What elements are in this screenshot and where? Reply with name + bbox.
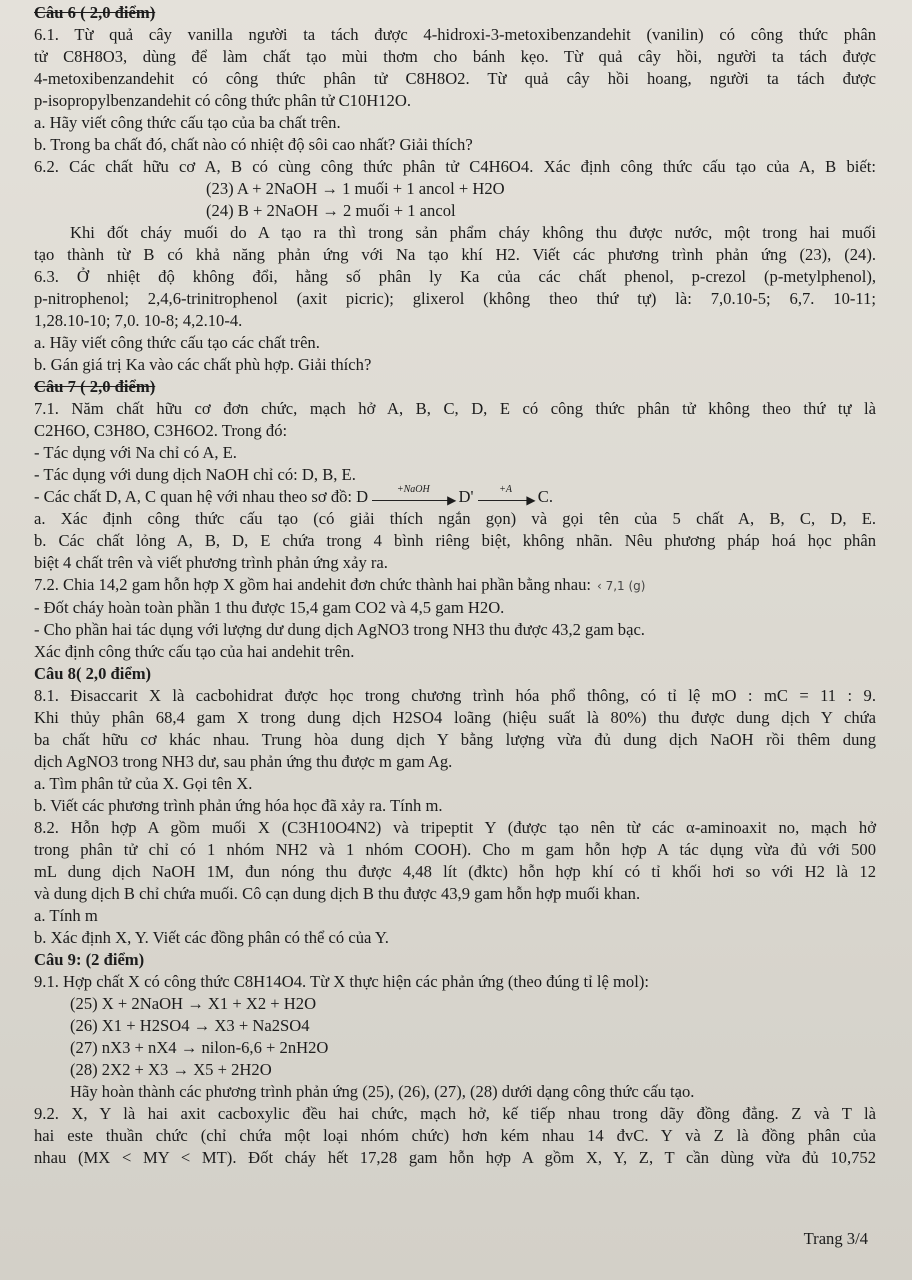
text-line: trong phân tử chỉ có 1 nhóm NH2 và 1 nhóm COOH). Cho m gam hỗn hợp A tác dụng vừa đủ với 500 — [34, 840, 876, 859]
text-line: Khi đốt cháy muối do A tạo ra thì trong sản phẩm cháy không thu được nước, một trong hai muối — [70, 223, 876, 242]
text-segment: 7.2. Chia 14,2 gam hỗn hợp X gồm hai andehit đơn chức thành hai phần bằng nhau: — [34, 575, 591, 594]
text-line: p-isopropylbenzandehit có công thức phân tử C10H12O. — [34, 91, 411, 110]
text-line: 6.3. Ở nhiệt độ không đổi, hằng số phân ly Ka của các chất phenol, p-crezol (p-metylphenol), — [34, 267, 876, 286]
text-line: a. Xác định công thức cấu tạo (có giải thích ngắn gọn) và gọi tên của 5 chất A, B, C, D, E. — [34, 509, 876, 528]
arrow-label: +A — [499, 484, 513, 496]
text-line: a. Tìm phân tử của X. Gọi tên X. — [34, 774, 253, 793]
text-line: p-nitrophenol; 2,4,6-trinitrophenol (axit picric); glixerol (không theo thứ tự) là: 7,0.10-5; 6,7. 10-11; — [34, 289, 876, 308]
text-line: nhau (MX < MY < MT). Đốt cháy hết 17,28 gam hỗn hợp A gồm X, Y, Z, T cần dùng vừa đủ 10,752 — [34, 1148, 876, 1167]
scheme-text: - Các chất D, A, C quan hệ với nhau theo sơ đồ: D — [34, 487, 369, 506]
text-line: và dung dịch B chỉ chứa muối. Cô cạn dung dịch B thu được 43,9 gam hỗn hợp muối khan. — [34, 884, 641, 903]
text-line: C2H6O, C3H8O, C3H6O2. Trong đó: — [34, 421, 288, 440]
text-line: 9.2. X, Y là hai axit cacboxylic đều hai chức, mạch hở, kế tiếp nhau trong dãy đồng đẳng. Z và T là — [34, 1104, 876, 1123]
text-line: 6.1. Từ quả cây vanilla người ta tách được 4-hidroxi-3-metoxibenzandehit (vanilin) có công thức phân — [34, 25, 876, 44]
text-line: b. Gán giá trị Ka vào các chất phù hợp. Giải thích? — [34, 355, 372, 374]
text-line: - Tác dụng với Na chỉ có A, E. — [34, 443, 237, 462]
text-line: ba chất hữu cơ khác nhau. Trung hòa dung dịch Y bằng lượng vừa đủ dung dịch NaOH rồi thêm dung — [34, 730, 876, 749]
text-line: 4-metoxibenzandehit có công thức phân tử C8H8O2. Từ quả cây hồi hoang, người ta tách được — [34, 69, 876, 88]
equation-line: (24) B + 2NaOH → 2 muối + 1 ancol — [206, 201, 456, 220]
text-line: 7.1. Năm chất hữu cơ đơn chức, mạch hở A, B, C, D, E có công thức phân tử không theo thứ tự là — [34, 399, 876, 418]
equation-line: (26) X1 + H2SO4 → X3 + Na2SO4 — [70, 1016, 310, 1035]
equation-line: (25) X + 2NaOH → X1 + X2 + H2O — [70, 994, 317, 1013]
text-line: b. Xác định X, Y. Viết các đồng phân có thể có của Y. — [34, 928, 389, 947]
text-line: hai este thuần chức (chỉ chứa một loại nhóm chức) hơn kém nhau 14 đvC. Y và Z là đồng phân của — [34, 1126, 876, 1145]
equation-line: (23) A + 2NaOH → 1 muối + 1 ancol + H2O — [206, 179, 505, 198]
text-line: b. Trong ba chất đó, chất nào có nhiệt độ sôi cao nhất? Giải thích? — [34, 135, 473, 154]
text-line: Khi thủy phân 68,4 gam X trong dung dịch H2SO4 loãng (hiệu suất là 80%) thu được dung dịch Y chứa — [34, 708, 876, 727]
text-line: - Đốt cháy hoàn toàn phần 1 thu được 15,4 gam CO2 và 4,5 gam H2O. — [34, 598, 505, 617]
text-line: 9.1. Hợp chất X có công thức C8H14O4. Từ X thực hiện các phản ứng (theo đúng tỉ lệ mol): — [34, 972, 649, 991]
question-7-heading: Câu 7 ( 2,0 điểm) — [34, 377, 156, 396]
text-line: dịch AgNO3 trong NH3 dư, sau phản ứng thu được m gam Ag. — [34, 752, 453, 771]
text-line: b. Các chất lỏng A, B, D, E chứa trong 4 bình riêng biệt, không nhãn. Nêu phương pháp hoá học phân — [34, 531, 876, 550]
text-line: Xác định công thức cấu tạo của hai andehit trên. — [34, 642, 355, 661]
text-line: tử C8H8O3, dùng để làm chất tạo mùi thơm cho bánh kẹo. Từ quả cây hồi, người ta tách được — [34, 47, 876, 66]
handwritten-note: ‹ 7,1 (g) — [596, 579, 646, 593]
question-6-heading: Câu 6 ( 2,0 điểm) — [34, 3, 156, 22]
text-line: a. Tính m — [34, 906, 98, 925]
text-line: 8.2. Hỗn hợp A gồm muối X (C3H10O4N2) và tripeptit Y (được tạo nên từ các α-aminoaxit no, mạch hở — [34, 818, 876, 837]
text-line: b. Viết các phương trình phản ứng hóa học đã xảy ra. Tính m. — [34, 796, 443, 815]
question-8-heading: Câu 8( 2,0 điểm) — [34, 664, 152, 683]
text-line: 1,28.10-10; 7,0. 10-8; 4,2.10-4. — [34, 311, 243, 330]
arrow-label: +NaOH — [396, 484, 430, 496]
text-line: Hãy hoàn thành các phương trình phản ứng (25), (26), (27), (28) dưới dạng công thức cấu tạo. — [70, 1082, 695, 1101]
reaction-arrow: +NaOH ▶ — [372, 491, 454, 505]
reaction-arrow: +A ▶ — [478, 491, 534, 505]
equation-line: (27) nX3 + nX4 → nilon-6,6 + 2nH2O — [70, 1038, 329, 1057]
question-9-heading: Câu 9: (2 điểm) — [34, 950, 145, 969]
equation-line: (28) 2X2 + X3 → X5 + 2H2O — [70, 1060, 272, 1079]
text-line: a. Hãy viết công thức cấu tạo các chất trên. — [34, 333, 320, 352]
text-line: - Cho phần hai tác dụng với lượng dư dung dịch AgNO3 trong NH3 thu được 43,2 gam bạc. — [34, 620, 645, 639]
page-number: Trang 3/4 — [803, 1229, 868, 1248]
text-line: 8.1. Đisaccarit X là cacbohidrat được học trong chương trình hóa phổ thông, có tỉ lệ mO : mC = 11 : 9. — [34, 686, 876, 705]
text-line: - Tác dụng với dung dịch NaOH chỉ có: D, B, E. — [34, 465, 356, 484]
text-line: tạo thành từ B có khả năng phản ứng với Na tạo khí H2. Viết các phương trình phản ứng (23), (24). — [34, 245, 876, 264]
scheme-text: D' — [458, 487, 474, 506]
scheme-text: C. — [537, 487, 553, 506]
text-line: a. Hãy viết công thức cấu tạo của ba chất trên. — [34, 113, 341, 132]
scheme-line — [34, 486, 876, 508]
text-line: biệt 4 chất trên và viết phương trình phản ứng xảy ra. — [34, 553, 388, 572]
text-line: mL dung dịch NaOH 1M, đun nóng thu được 4,48 lít (đktc) hỗn hợp khí có tỉ khối hơi so với H2 là 12 — [34, 862, 876, 881]
text-line: 6.2. Các chất hữu cơ A, B có cùng công thức phân tử C4H6O4. Xác định công thức cấu tạo của A, B biết: — [34, 157, 876, 176]
text-line — [34, 574, 876, 597]
